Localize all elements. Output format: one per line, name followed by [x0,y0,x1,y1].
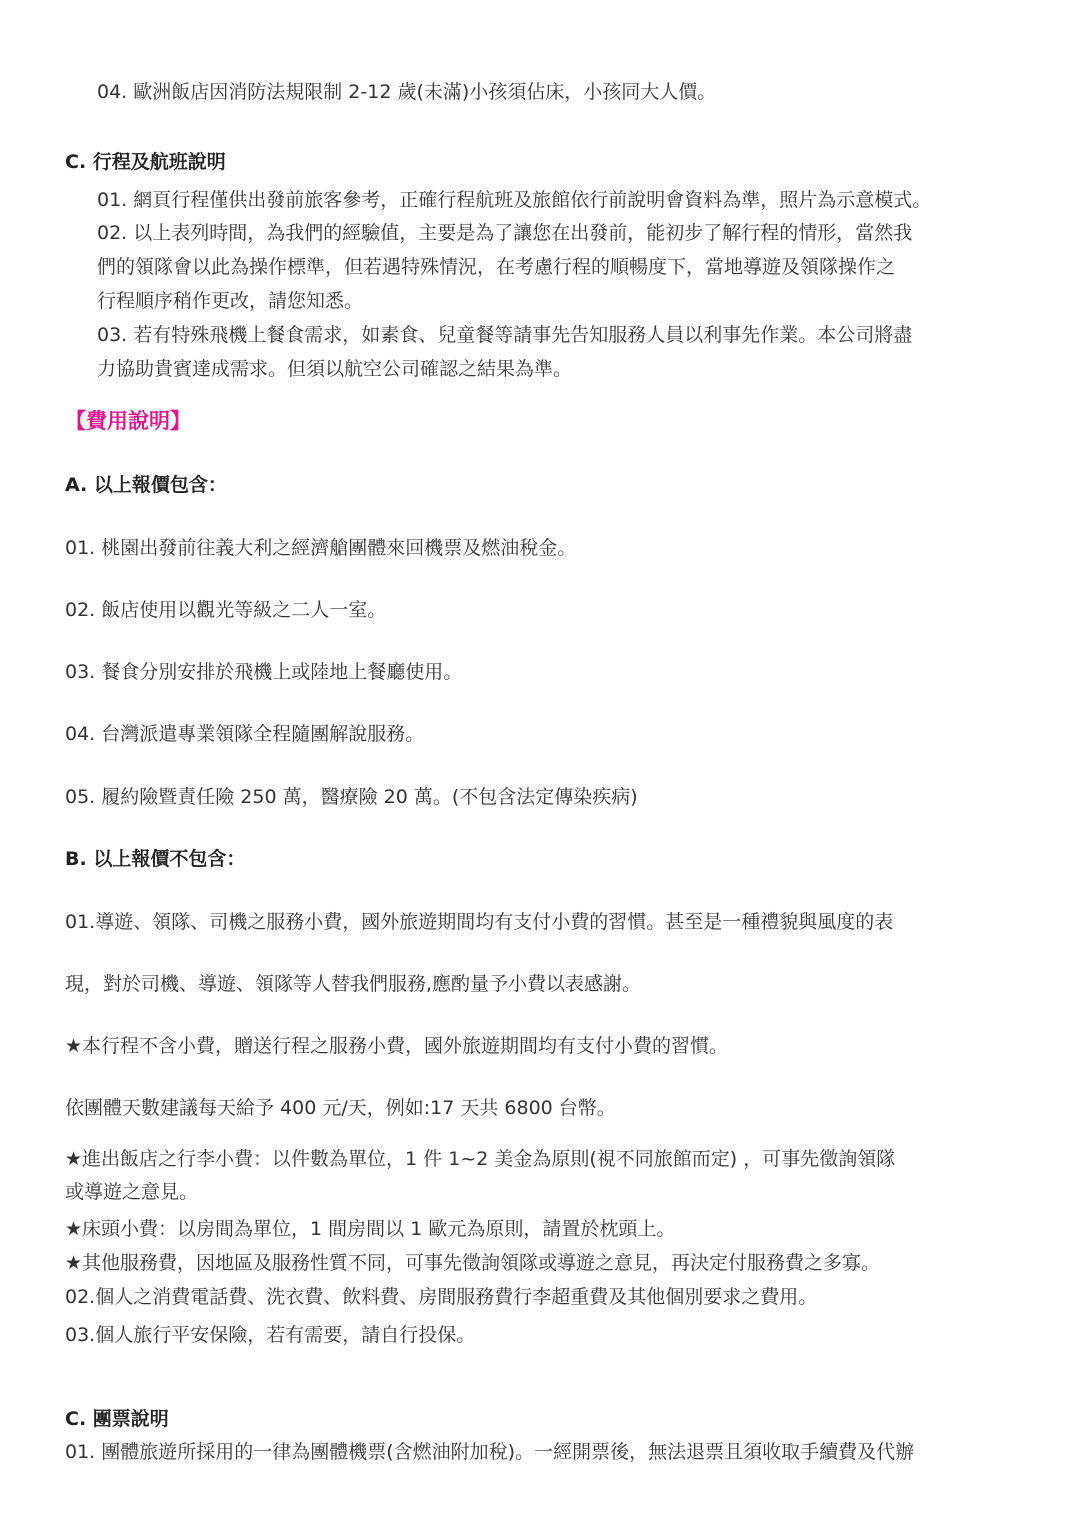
itinerary-item-01: 01. 網頁行程僅供出發前旅客參考，正確行程航班及旅館依行前說明會資料為準，照片為示意模式。 [97,189,932,211]
included-item-01: 01. 桃園出發前往義大利之經濟艙團體來回機票及燃油稅金。 [65,537,577,559]
tip-note: ★本行程不含小費，贈送行程之服務小費，國外旅遊期間均有支付小費的習慣。 [65,1035,729,1057]
itinerary-item-02-line1: 02. 以上表列時間，為我們的經驗值，主要是為了讓您在出發前，能初步了解行程的情形，當然我 [97,222,913,244]
itinerary-item-03-line2: 力協助貴賓達成需求。但須以航空公司確認之結果為準。 [97,358,573,380]
excluded-item-02: 02.個人之消費電話費、洗衣費、飲料費、房間服務費行李超重費及其他個別要求之費用。 [65,1286,818,1308]
group-ticket-item-01: 01. 團體旅遊所採用的一律為團體機票(含燃油附加稅)。一經開票後，無法退票且須收取手續費及代辦 [65,1441,915,1463]
luggage-tip-line2: 或導遊之意見。 [65,1181,199,1203]
itinerary-item-03-line1: 03. 若有特殊飛機上餐食需求，如素食、兒童餐等請事先告知服務人員以利事先作業。本公司將盡 [97,324,913,346]
itinerary-item-02-line2: 們的領隊會以此為操作標準，但若遇特殊情況，在考慮行程的順暢度下，當地導遊及領隊操作之 [97,256,896,278]
included-item-02: 02. 飯店使用以觀光等級之二人一室。 [65,599,387,621]
group-ticket-heading: C. 團票說明 [65,1408,169,1430]
itinerary-heading: C. 行程及航班說明 [65,151,226,173]
other-service-fee: ★其他服務費，因地區及服務性質不同，可事先徵詢領隊或導遊之意見，再決定付服務費之多寡。 [65,1252,881,1274]
included-item-04: 04. 台灣派遣專業領隊全程隨團解說服務。 [65,723,425,745]
included-item-03: 03. 餐食分別安排於飛機上或陸地上餐廳使用。 [65,661,463,683]
luggage-tip-line1: ★進出飯店之行李小費：以件數為單位，1 件 1~2 美金為原則(視不同旅館而定) ，可事先徵詢領隊 [65,1148,896,1170]
excluded-item-01-line2: 現，對於司機、導遊、領隊等人替我們服務,應酌量予小費以表感謝。 [65,973,642,995]
excluded-item-03: 03.個人旅行平安保險，若有需要，請自行投保。 [65,1324,476,1346]
fee-section-title: 【費用說明】 [65,409,191,433]
included-heading: A. 以上報價包含： [65,474,227,496]
itinerary-item-02-line3: 行程順序稍作更改，請您知悉。 [97,290,364,312]
excluded-heading: B. 以上報價不包含： [65,848,246,870]
hotel-child-note: 04. 歐洲飯店因消防法規限制 2-12 歲(未滿)小孩須佔床，小孩同大人價。 [97,81,717,103]
included-item-05: 05. 履約險暨責任險 250 萬，醫療險 20 萬。(不包含法定傳染疾病) [65,786,638,808]
tip-suggestion: 依團體天數建議每天給予 400 元/天，例如:17 天共 6800 台幣。 [65,1097,616,1119]
pillow-tip: ★床頭小費：以房間為單位，1 間房間以 1 歐元為原則，請置於枕頭上。 [65,1218,676,1240]
excluded-item-01-line1: 01.導遊、領隊、司機之服務小費，國外旅遊期間均有支付小費的習慣。甚至是一種禮貌與風度的表 [65,911,894,933]
